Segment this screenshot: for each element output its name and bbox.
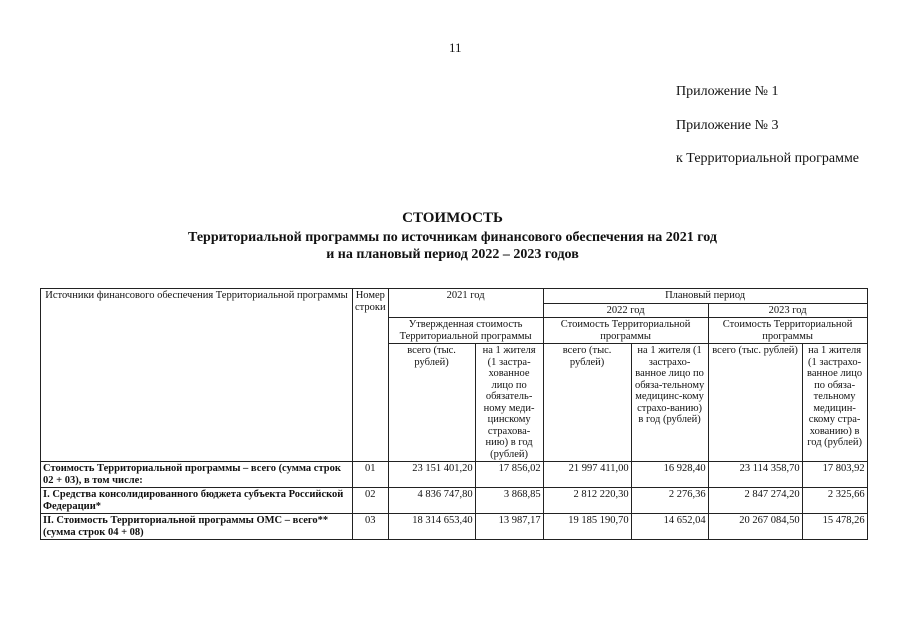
cell-2021-per-resident: 13 987,17 — [475, 514, 543, 540]
row-number: 01 — [353, 462, 389, 488]
row-label: II. Стоимость Территориальной программы ОМС – всего** (сумма строк 04 + 08) — [41, 514, 353, 540]
appendix-line-1: Приложение № 1 — [676, 84, 779, 99]
table-row — [41, 462, 868, 488]
header-row-1 — [41, 289, 868, 304]
cell-2023-total: 20 267 084,50 — [708, 514, 802, 540]
header-year-2023: 2023 год — [708, 303, 867, 318]
header-year-2021: 2021 год — [388, 289, 543, 318]
header-per-resident-2022: на 1 жителя (1 застрахо-ванное лицо по обяза-тельному медицинс-кому страхо-ванию) в год (рублей) — [631, 344, 708, 462]
table-row — [41, 488, 868, 514]
document-title: СТОИМОСТЬ — [402, 210, 503, 226]
cell-2021-per-resident: 17 856,02 — [475, 462, 543, 488]
header-total-2023: всего (тыс. рублей) — [708, 344, 802, 462]
table-row — [41, 514, 868, 540]
header-approved-cost: Утвержденная стоимость Территориальной программы — [388, 318, 543, 344]
header-year-2022: 2022 год — [543, 303, 708, 318]
cell-2021-total: 18 314 653,40 — [388, 514, 475, 540]
cell-2023-total: 23 114 358,70 — [708, 462, 802, 488]
document-subtitle-2: и на плановый период 2022 – 2023 годов — [326, 247, 579, 262]
row-number: 03 — [353, 514, 389, 540]
header-total-2022: всего (тыс. рублей) — [543, 344, 631, 462]
header-cost-2023: Стоимость Территориальной программы — [708, 318, 867, 344]
cell-2022-per-resident: 14 652,04 — [631, 514, 708, 540]
header-planned-period: Плановый период — [543, 289, 867, 304]
cell-2021-total: 4 836 747,80 — [388, 488, 475, 514]
header-cost-2022: Стоимость Территориальной программы — [543, 318, 708, 344]
cell-2022-per-resident: 16 928,40 — [631, 462, 708, 488]
row-label: I. Средства консолидированного бюджета субъекта Российской Федерации* — [41, 488, 353, 514]
cell-2022-total: 21 997 411,00 — [543, 462, 631, 488]
header-per-resident-2021: на 1 жителя (1 застра-хованное лицо по обязатель-ному меди-цинскому страхова-нию) в год (рублей) — [475, 344, 543, 462]
header-sources: Источники финансового обеспечения Территориальной программы — [41, 289, 353, 462]
cell-2022-total: 19 185 190,70 — [543, 514, 631, 540]
header-row-number: Номер строки — [353, 289, 389, 462]
cell-2022-per-resident: 2 276,36 — [631, 488, 708, 514]
page-number: 11 — [449, 40, 462, 55]
cell-2023-per-resident: 2 325,66 — [802, 488, 867, 514]
cell-2021-total: 23 151 401,20 — [388, 462, 475, 488]
cell-2023-per-resident: 17 803,92 — [802, 462, 867, 488]
header-per-resident-2023: на 1 жителя (1 застрахо-ванное лицо по обяза-тельному медицин-скому стра-хованию) в год (рублей) — [802, 344, 867, 462]
cell-2023-total: 2 847 274,20 — [708, 488, 802, 514]
cell-2021-per-resident: 3 868,85 — [475, 488, 543, 514]
row-number: 02 — [353, 488, 389, 514]
header-total-2021: всего (тыс. рублей) — [388, 344, 475, 462]
appendix-line-3: к Территориальной программе — [676, 151, 860, 166]
document-subtitle-1: Территориальной программы по источникам финансового обеспечения на 2021 год — [188, 230, 717, 245]
cell-2023-per-resident: 15 478,26 — [802, 514, 867, 540]
appendix-line-2: Приложение № 3 — [676, 118, 779, 133]
cost-table — [40, 288, 868, 540]
cell-2022-total: 2 812 220,30 — [543, 488, 631, 514]
row-label: Стоимость Территориальной программы – всего (сумма строк 02 + 03), в том числе: — [41, 462, 353, 488]
